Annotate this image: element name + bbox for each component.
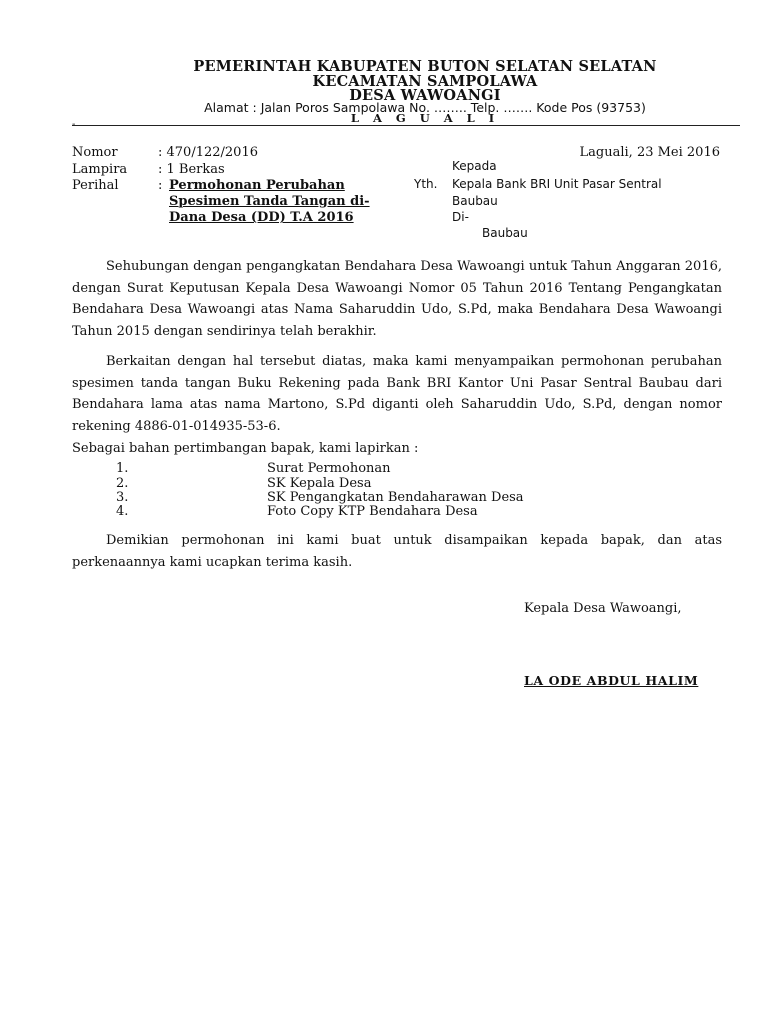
letterhead-divider	[72, 125, 740, 126]
attachment-number: 1.	[116, 461, 129, 476]
recipient-city: Baubau	[482, 226, 528, 240]
signature-name: LA ODE ABDUL HALIM	[524, 673, 699, 688]
attachment-item: SK Kepala Desa	[267, 476, 372, 491]
recipient-line-1: Kepala Bank BRI Unit Pasar Sentral	[452, 177, 662, 191]
letterhead-government: PEMERINTAH KABUPATEN BUTON SELATAN SELATAN	[193, 58, 657, 75]
perihal-line-1: Permohonan Perubahan	[169, 178, 345, 193]
recipient-yth: Yth.	[414, 177, 438, 191]
lampiran-label: Lampira	[72, 162, 128, 177]
letter-date: Laguali, 23 Mei 2016	[579, 145, 720, 160]
attachments-intro: Sebagai bahan pertimbangan bapak, kami lapirkan :	[72, 441, 419, 456]
perihal-line-2: Spesimen Tanda Tangan di-	[169, 194, 370, 209]
paragraph-1	[72, 256, 722, 342]
letterhead-place: L A G U A L I	[350, 111, 500, 125]
attachment-number: 3.	[116, 490, 129, 505]
perihal-line-3: Dana Desa (DD) T.A 2016	[169, 210, 354, 225]
paragraph-1-text: Sehubungan dengan pengangkatan Bendahara Desa Wawoangi untuk Tahun Anggaran 2016, dengan Surat Keputusan Kepala Desa Wawoangi Nomor 05 Tahun 2016 Tentang Pengangkatan Bendahara Desa Wawoangi atas Nama Saharuddin Udo, S.Pd, maka Bendahara Desa Wawoangi Tahun 2015 dengan sendirinya telah berakhir.	[72, 259, 722, 339]
recipient-line-2: Baubau	[452, 194, 498, 208]
paragraph-2	[72, 351, 722, 437]
lampiran-value: : 1 Berkas	[158, 162, 225, 177]
stray-mark: -	[72, 119, 76, 130]
letterhead-address: Alamat : Jalan Poros Sampolawa No. …….. Telp. ……. Kode Pos (93753)	[204, 100, 646, 115]
attachment-item: Surat Permohonan	[267, 461, 391, 476]
paragraph-closing-text: Demikian permohonan ini kami buat untuk disampaikan kepada bapak, dan atas perkenaannya kami ucapkan terima kasih.	[72, 533, 722, 570]
letterhead-district: KECAMATAN SAMPOLAWA	[312, 73, 538, 90]
attachment-item: Foto Copy KTP Bendahara Desa	[267, 504, 478, 519]
attachment-number: 4.	[116, 504, 129, 519]
attachment-number: 2.	[116, 476, 129, 491]
nomor-value: : 470/122/2016	[158, 145, 258, 160]
perihal-colon: :	[158, 178, 163, 193]
letterhead-village: DESA WAWOANGI	[349, 87, 501, 104]
paragraph-2-text: Berkaitan dengan hal tersebut diatas, maka kami menyampaikan permohonan perubahan spesimen tanda tangan Buku Rekening pada Bank BRI Kantor Uni Pasar Sentral Baubau dari Bendahara lama atas nama Martono, S.Pd diganti oleh Saharuddin Udo, S.Pd, dengan nomor rekening 4886-01-014935-53-6.	[72, 354, 722, 434]
attachment-item: SK Pengangkatan Bendaharawan Desa	[267, 490, 524, 505]
nomor-label: Nomor	[72, 145, 118, 160]
recipient-kepada: Kepada	[452, 159, 497, 173]
recipient-di: Di-	[452, 210, 469, 224]
paragraph-closing	[72, 530, 722, 573]
signature-title: Kepala Desa Wawoangi,	[524, 601, 682, 616]
perihal-label: Perihal	[72, 178, 119, 193]
